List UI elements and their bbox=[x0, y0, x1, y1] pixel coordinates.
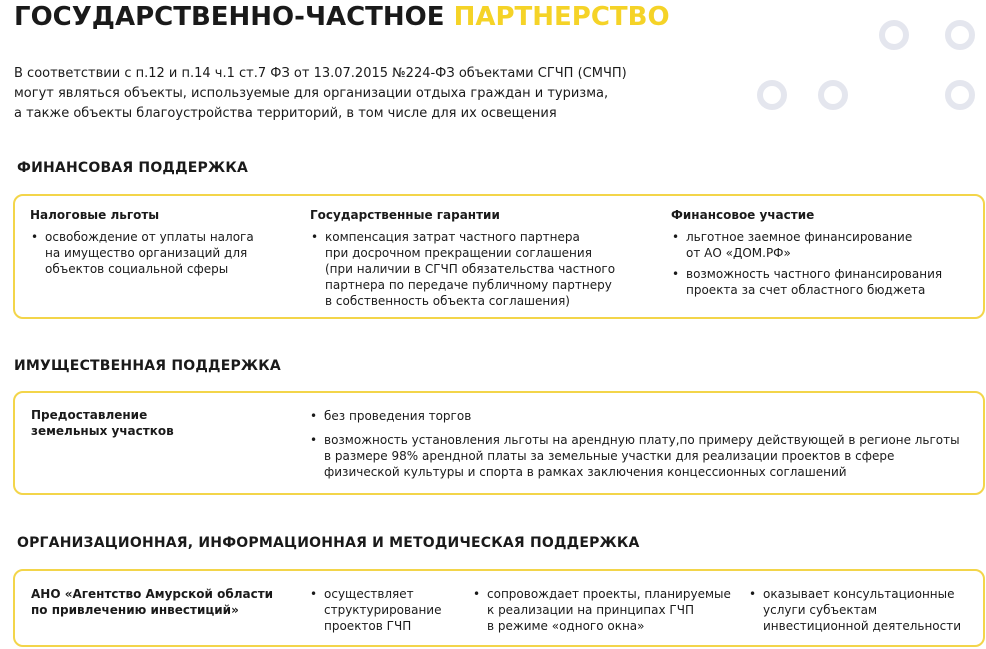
organizational-column-consulting bbox=[748, 586, 961, 634]
decor-circle bbox=[818, 80, 848, 110]
intro-paragraph bbox=[14, 64, 627, 124]
financial-column-participation bbox=[671, 207, 942, 298]
property-label: Предоставление земельных участков bbox=[31, 408, 174, 438]
list-item: • освобождение от уплаты налога на имущество организаций для объектов социальной сферы bbox=[30, 229, 254, 277]
organizational-column-structuring bbox=[309, 586, 441, 634]
organizational-label: АНО «Агентство Амурской области по привлечению инвестиций» bbox=[31, 587, 274, 617]
intro-line: а также объекты благоустройства территорий, в том числе для их освещения bbox=[14, 106, 557, 121]
card-financial bbox=[13, 194, 985, 319]
section-title-property: ИМУЩЕСТВЕННАЯ ПОДДЕРЖКА bbox=[14, 358, 281, 374]
card-property bbox=[13, 391, 985, 495]
list-item: • компенсация затрат частного партнера при досрочном прекращении соглашения (при наличии в СГЧП обязательства частного партнера по передаче публичному партнеру в собственность объекта соглашения) bbox=[310, 229, 615, 309]
section-title-financial: ФИНАНСОВАЯ ПОДДЕРЖКА bbox=[17, 160, 249, 176]
list-item: • без проведения торгов bbox=[309, 408, 960, 424]
list-item: • осуществляет структурирование проектов ГЧП bbox=[309, 586, 441, 634]
card-organizational bbox=[13, 569, 985, 647]
financial-column-guarantees bbox=[310, 207, 615, 309]
decor-circle bbox=[757, 80, 787, 110]
property-list bbox=[309, 408, 960, 480]
list-item: • возможность частного финансирования проекта за счет областного бюджета bbox=[671, 266, 942, 298]
decor-circle bbox=[879, 20, 909, 50]
title-accent: ПАРТНЕРСТВО bbox=[453, 2, 670, 32]
intro-line: могут являться объекты, используемые для организации отдыха граждан и туризма, bbox=[14, 86, 609, 101]
column-title: Государственные гарантии bbox=[310, 208, 500, 222]
list-item: • льготное заемное финансирование от АО «ДОМ.РФ» bbox=[671, 229, 942, 261]
organizational-column-support bbox=[472, 586, 731, 634]
decor-circle bbox=[945, 80, 975, 110]
financial-column-tax bbox=[30, 207, 254, 277]
section-title-organizational: ОРГАНИЗАЦИОННАЯ, ИНФОРМАЦИОННАЯ И МЕТОДИЧЕСКАЯ ПОДДЕРЖКА bbox=[17, 535, 640, 551]
list-item: • сопровождает проекты, планируемые к реализации на принципах ГЧП в режиме «одного окна» bbox=[472, 586, 731, 634]
title-main: ГОСУДАРСТВЕННО-ЧАСТНОЕ bbox=[14, 2, 445, 32]
list-item: • возможность установления льготы на арендную плату,по примеру действующей в регионе льготы в размере 98% арендной платы за земельные участки для реализации проектов в сфере физической культуры и спорта в рамках заключения концессионных соглашений bbox=[309, 432, 960, 480]
page-title bbox=[14, 2, 670, 32]
column-title: Финансовое участие bbox=[671, 208, 815, 222]
decor-circle bbox=[945, 20, 975, 50]
list-item: • оказывает консультационные услуги субъектам инвестиционной деятельности bbox=[748, 586, 961, 634]
column-title: Налоговые льготы bbox=[30, 208, 160, 222]
intro-line: В соответствии с п.12 и п.14 ч.1 ст.7 ФЗ от 13.07.2015 №224-ФЗ объектами СГЧП (СМЧП) bbox=[14, 66, 627, 81]
